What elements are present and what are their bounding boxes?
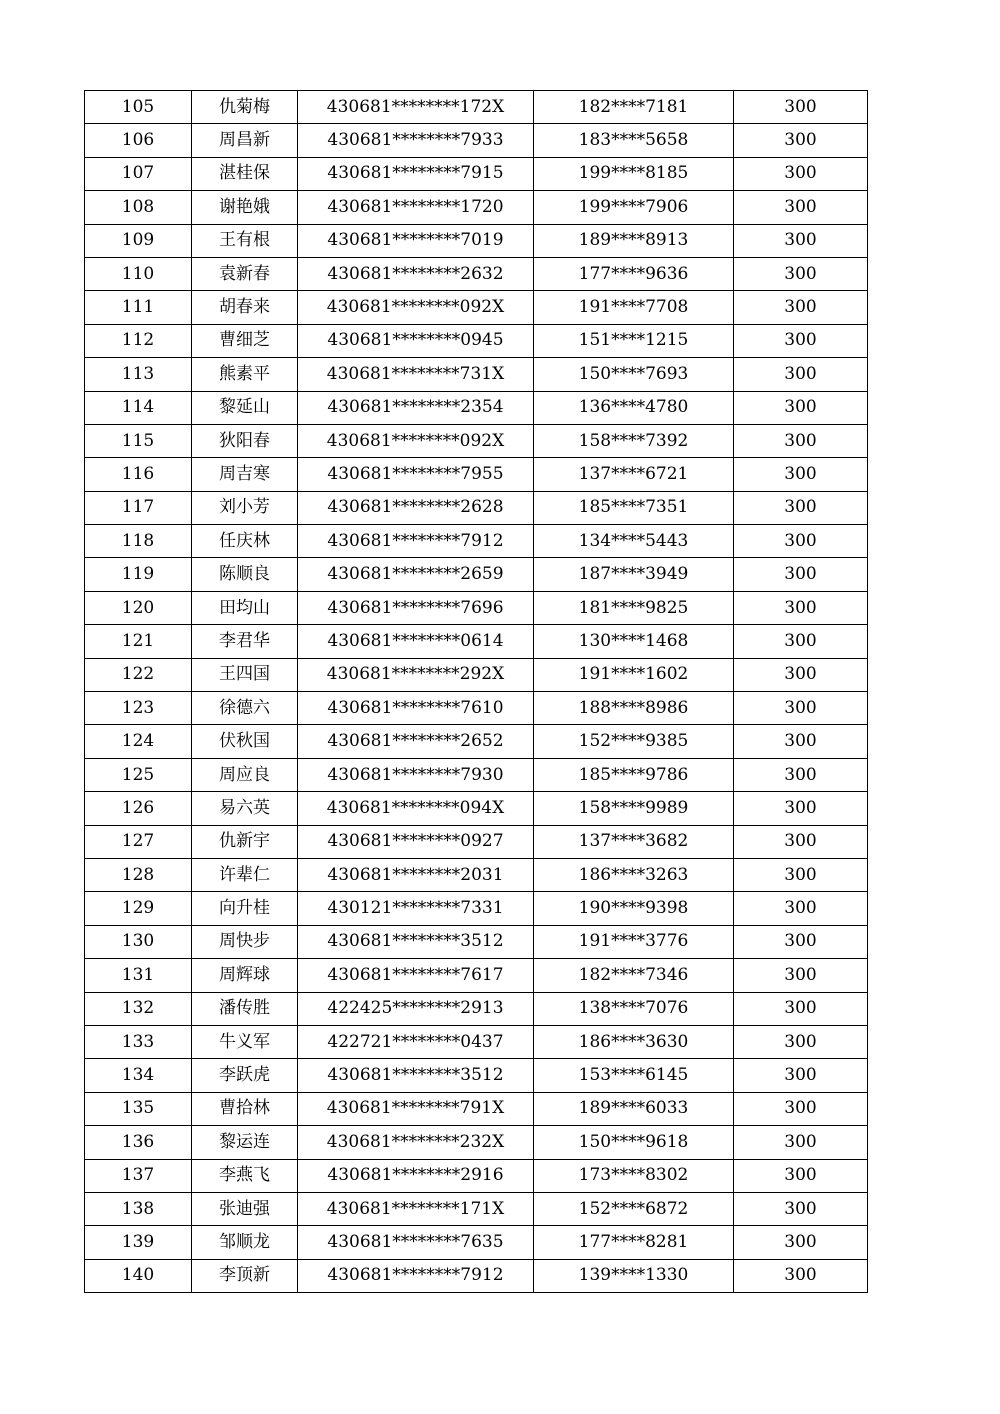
row-number-cell: 115	[85, 424, 192, 457]
name-cell: 仇菊梅	[192, 91, 298, 124]
amount-cell: 300	[734, 792, 868, 825]
phone-cell: 199****8185	[534, 157, 734, 190]
phone-cell: 182****7181	[534, 91, 734, 124]
table-row	[85, 658, 868, 691]
amount-cell: 300	[734, 324, 868, 357]
phone-cell: 151****1215	[534, 324, 734, 357]
id-number-cell: 430681********2354	[298, 391, 534, 424]
phone-cell: 177****9636	[534, 257, 734, 290]
id-number-cell: 430681********731X	[298, 358, 534, 391]
name-cell: 湛桂保	[192, 157, 298, 190]
phone-cell: 191****1602	[534, 658, 734, 691]
amount-cell: 300	[734, 1025, 868, 1058]
phone-cell: 186****3630	[534, 1025, 734, 1058]
name-cell: 周应良	[192, 758, 298, 791]
id-number-cell: 430681********7912	[298, 1259, 534, 1292]
row-number-cell: 131	[85, 959, 192, 992]
phone-cell: 191****3776	[534, 925, 734, 958]
amount-cell: 300	[734, 858, 868, 891]
amount-cell: 300	[734, 525, 868, 558]
table-row	[85, 792, 868, 825]
name-cell: 陈顺良	[192, 558, 298, 591]
name-cell: 李君华	[192, 625, 298, 658]
phone-cell: 187****3949	[534, 558, 734, 591]
id-number-cell: 430681********171X	[298, 1192, 534, 1225]
name-cell: 潘传胜	[192, 992, 298, 1025]
id-number-cell: 422425********2913	[298, 992, 534, 1025]
phone-cell: 188****8986	[534, 692, 734, 725]
amount-cell: 300	[734, 191, 868, 224]
id-number-cell: 430681********292X	[298, 658, 534, 691]
amount-cell: 300	[734, 992, 868, 1025]
phone-cell: 185****7351	[534, 491, 734, 524]
name-cell: 谢艳娥	[192, 191, 298, 224]
table-row	[85, 424, 868, 457]
id-number-cell: 430681********094X	[298, 792, 534, 825]
amount-cell: 300	[734, 224, 868, 257]
phone-cell: 150****7693	[534, 358, 734, 391]
amount-cell: 300	[734, 157, 868, 190]
row-number-cell: 127	[85, 825, 192, 858]
name-cell: 黎运连	[192, 1126, 298, 1159]
id-number-cell: 430681********0927	[298, 825, 534, 858]
amount-cell: 300	[734, 825, 868, 858]
id-number-cell: 430681********7610	[298, 692, 534, 725]
table-row	[85, 491, 868, 524]
id-number-cell: 430681********2652	[298, 725, 534, 758]
phone-cell: 190****9398	[534, 892, 734, 925]
phone-cell: 189****6033	[534, 1092, 734, 1125]
name-cell: 周快步	[192, 925, 298, 958]
table-row	[85, 458, 868, 491]
phone-cell: 136****4780	[534, 391, 734, 424]
id-number-cell: 430681********7912	[298, 525, 534, 558]
row-number-cell: 121	[85, 625, 192, 658]
row-number-cell: 109	[85, 224, 192, 257]
phone-cell: 134****5443	[534, 525, 734, 558]
table-row	[85, 1192, 868, 1225]
id-number-cell: 430681********2916	[298, 1159, 534, 1192]
amount-cell: 300	[734, 692, 868, 725]
row-number-cell: 106	[85, 124, 192, 157]
amount-cell: 300	[734, 1192, 868, 1225]
row-number-cell: 120	[85, 591, 192, 624]
row-number-cell: 114	[85, 391, 192, 424]
table-row	[85, 925, 868, 958]
phone-cell: 191****7708	[534, 291, 734, 324]
table-row	[85, 91, 868, 124]
amount-cell: 300	[734, 491, 868, 524]
row-number-cell: 107	[85, 157, 192, 190]
name-cell: 曹拾林	[192, 1092, 298, 1125]
phone-cell: 199****7906	[534, 191, 734, 224]
id-number-cell: 430681********7019	[298, 224, 534, 257]
id-number-cell: 430681********2632	[298, 257, 534, 290]
amount-cell: 300	[734, 1126, 868, 1159]
table-row	[85, 324, 868, 357]
name-cell: 易六英	[192, 792, 298, 825]
amount-cell: 300	[734, 892, 868, 925]
name-cell: 邹顺龙	[192, 1226, 298, 1259]
phone-cell: 182****7346	[534, 959, 734, 992]
id-number-cell: 430681********7915	[298, 157, 534, 190]
row-number-cell: 139	[85, 1226, 192, 1259]
amount-cell: 300	[734, 558, 868, 591]
id-number-cell: 430681********2031	[298, 858, 534, 891]
phone-cell: 173****8302	[534, 1159, 734, 1192]
id-number-cell: 430681********0945	[298, 324, 534, 357]
amount-cell: 300	[734, 658, 868, 691]
row-number-cell: 118	[85, 525, 192, 558]
amount-cell: 300	[734, 1092, 868, 1125]
table-row	[85, 625, 868, 658]
amount-cell: 300	[734, 257, 868, 290]
id-number-cell: 422721********0437	[298, 1025, 534, 1058]
name-cell: 李跃虎	[192, 1059, 298, 1092]
table-row	[85, 1226, 868, 1259]
table-row	[85, 558, 868, 591]
row-number-cell: 119	[85, 558, 192, 591]
table-row	[85, 525, 868, 558]
table-row	[85, 157, 868, 190]
row-number-cell: 140	[85, 1259, 192, 1292]
table-row	[85, 758, 868, 791]
table-row	[85, 224, 868, 257]
name-cell: 牛义军	[192, 1025, 298, 1058]
amount-cell: 300	[734, 591, 868, 624]
name-cell: 伏秋国	[192, 725, 298, 758]
amount-cell: 300	[734, 124, 868, 157]
name-cell: 周吉寒	[192, 458, 298, 491]
table-row	[85, 291, 868, 324]
id-number-cell: 430681********092X	[298, 424, 534, 457]
table-row	[85, 692, 868, 725]
row-number-cell: 108	[85, 191, 192, 224]
phone-cell: 138****7076	[534, 992, 734, 1025]
name-cell: 田均山	[192, 591, 298, 624]
id-number-cell: 430681********092X	[298, 291, 534, 324]
amount-cell: 300	[734, 625, 868, 658]
id-number-cell: 430681********791X	[298, 1092, 534, 1125]
id-number-cell: 430681********2628	[298, 491, 534, 524]
id-number-cell: 430681********1720	[298, 191, 534, 224]
table-row	[85, 1159, 868, 1192]
phone-cell: 186****3263	[534, 858, 734, 891]
phone-cell: 130****1468	[534, 625, 734, 658]
name-cell: 向升桂	[192, 892, 298, 925]
roster-table-body	[85, 91, 868, 1293]
id-number-cell: 430681********0614	[298, 625, 534, 658]
table-row	[85, 1126, 868, 1159]
amount-cell: 300	[734, 1059, 868, 1092]
id-number-cell: 430681********7617	[298, 959, 534, 992]
amount-cell: 300	[734, 291, 868, 324]
table-row	[85, 725, 868, 758]
table-row	[85, 391, 868, 424]
table-row	[85, 591, 868, 624]
roster-table	[84, 90, 868, 1293]
row-number-cell: 112	[85, 324, 192, 357]
row-number-cell: 111	[85, 291, 192, 324]
phone-cell: 152****6872	[534, 1192, 734, 1225]
row-number-cell: 134	[85, 1059, 192, 1092]
table-row	[85, 1259, 868, 1292]
id-number-cell: 430681********7933	[298, 124, 534, 157]
phone-cell: 137****3682	[534, 825, 734, 858]
amount-cell: 300	[734, 458, 868, 491]
row-number-cell: 123	[85, 692, 192, 725]
amount-cell: 300	[734, 758, 868, 791]
row-number-cell: 116	[85, 458, 192, 491]
table-row	[85, 1092, 868, 1125]
phone-cell: 181****9825	[534, 591, 734, 624]
table-row	[85, 892, 868, 925]
id-number-cell: 430121********7331	[298, 892, 534, 925]
name-cell: 徐德六	[192, 692, 298, 725]
row-number-cell: 138	[85, 1192, 192, 1225]
amount-cell: 300	[734, 1159, 868, 1192]
name-cell: 张迪强	[192, 1192, 298, 1225]
row-number-cell: 136	[85, 1126, 192, 1159]
amount-cell: 300	[734, 424, 868, 457]
phone-cell: 137****6721	[534, 458, 734, 491]
name-cell: 任庆林	[192, 525, 298, 558]
table-row	[85, 124, 868, 157]
row-number-cell: 128	[85, 858, 192, 891]
amount-cell: 300	[734, 1226, 868, 1259]
table-row	[85, 1025, 868, 1058]
table-row	[85, 959, 868, 992]
name-cell: 袁新春	[192, 257, 298, 290]
name-cell: 狄阳春	[192, 424, 298, 457]
name-cell: 李顶新	[192, 1259, 298, 1292]
row-number-cell: 130	[85, 925, 192, 958]
phone-cell: 139****1330	[534, 1259, 734, 1292]
phone-cell: 158****7392	[534, 424, 734, 457]
name-cell: 许辈仁	[192, 858, 298, 891]
amount-cell: 300	[734, 391, 868, 424]
id-number-cell: 430681********232X	[298, 1126, 534, 1159]
id-number-cell: 430681********3512	[298, 1059, 534, 1092]
table-row	[85, 858, 868, 891]
row-number-cell: 135	[85, 1092, 192, 1125]
name-cell: 仇新宇	[192, 825, 298, 858]
name-cell: 黎延山	[192, 391, 298, 424]
id-number-cell: 430681********7930	[298, 758, 534, 791]
amount-cell: 300	[734, 959, 868, 992]
phone-cell: 185****9786	[534, 758, 734, 791]
row-number-cell: 132	[85, 992, 192, 1025]
table-row	[85, 825, 868, 858]
name-cell: 王四国	[192, 658, 298, 691]
row-number-cell: 129	[85, 892, 192, 925]
name-cell: 周辉球	[192, 959, 298, 992]
name-cell: 刘小芳	[192, 491, 298, 524]
id-number-cell: 430681********7696	[298, 591, 534, 624]
amount-cell: 300	[734, 91, 868, 124]
row-number-cell: 124	[85, 725, 192, 758]
amount-cell: 300	[734, 925, 868, 958]
name-cell: 王有根	[192, 224, 298, 257]
id-number-cell: 430681********7955	[298, 458, 534, 491]
row-number-cell: 137	[85, 1159, 192, 1192]
phone-cell: 183****5658	[534, 124, 734, 157]
id-number-cell: 430681********2659	[298, 558, 534, 591]
row-number-cell: 133	[85, 1025, 192, 1058]
amount-cell: 300	[734, 1259, 868, 1292]
phone-cell: 152****9385	[534, 725, 734, 758]
name-cell: 胡春来	[192, 291, 298, 324]
row-number-cell: 126	[85, 792, 192, 825]
row-number-cell: 125	[85, 758, 192, 791]
table-row	[85, 257, 868, 290]
id-number-cell: 430681********7635	[298, 1226, 534, 1259]
name-cell: 熊素平	[192, 358, 298, 391]
id-number-cell: 430681********172X	[298, 91, 534, 124]
table-row	[85, 1059, 868, 1092]
amount-cell: 300	[734, 358, 868, 391]
row-number-cell: 113	[85, 358, 192, 391]
row-number-cell: 122	[85, 658, 192, 691]
table-row	[85, 992, 868, 1025]
row-number-cell: 105	[85, 91, 192, 124]
phone-cell: 158****9989	[534, 792, 734, 825]
name-cell: 曹细芝	[192, 324, 298, 357]
phone-cell: 189****8913	[534, 224, 734, 257]
amount-cell: 300	[734, 725, 868, 758]
table-row	[85, 191, 868, 224]
phone-cell: 153****6145	[534, 1059, 734, 1092]
table-row	[85, 358, 868, 391]
name-cell: 周昌新	[192, 124, 298, 157]
row-number-cell: 110	[85, 257, 192, 290]
row-number-cell: 117	[85, 491, 192, 524]
name-cell: 李燕飞	[192, 1159, 298, 1192]
id-number-cell: 430681********3512	[298, 925, 534, 958]
phone-cell: 177****8281	[534, 1226, 734, 1259]
phone-cell: 150****9618	[534, 1126, 734, 1159]
